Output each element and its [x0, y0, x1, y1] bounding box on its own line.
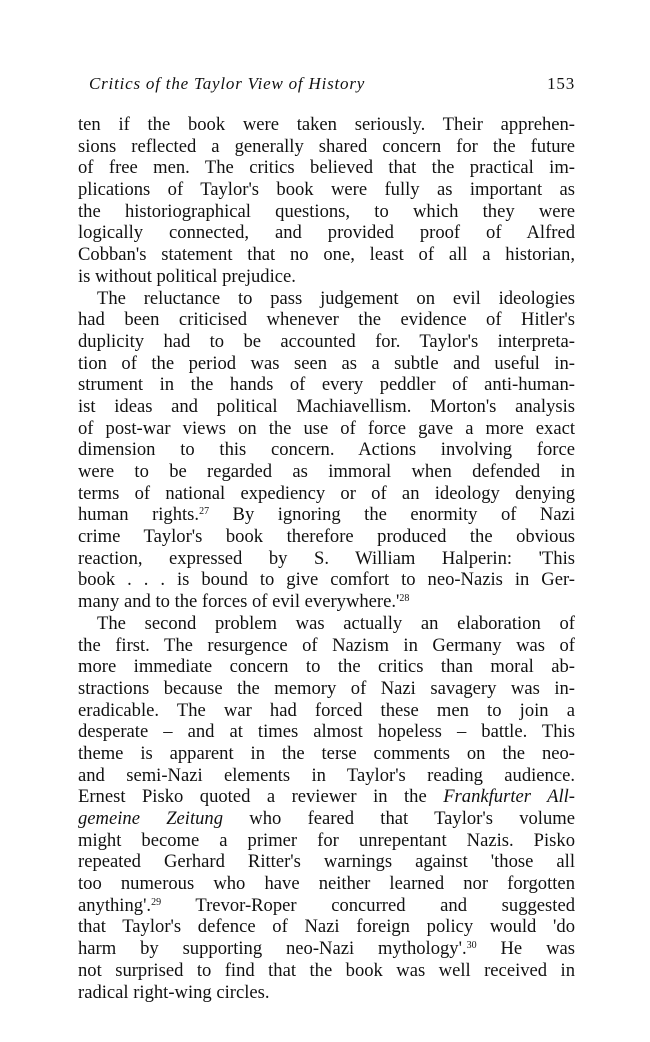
text-segment: harm by supporting neo-Nazi mythology'. [78, 938, 467, 960]
text-line [78, 157, 575, 179]
text-line [78, 136, 575, 158]
text-line [78, 374, 575, 396]
footnote-marker[interactable]: 27 [199, 506, 210, 518]
text-line [78, 830, 575, 852]
text-line [78, 201, 575, 223]
text-line [78, 656, 575, 678]
text-line [78, 873, 575, 895]
text-line [78, 916, 575, 938]
text-line [78, 266, 575, 288]
text-segment: of free men. The critics believed that the practical im- [78, 157, 575, 179]
text-segment: ten if the book were taken seriously. Their apprehen- [78, 114, 575, 135]
text-line [78, 938, 575, 960]
text-segment: the historiographical questions, to which they were [78, 200, 575, 222]
text-segment: book . . . is bound to give comfort to neo-Nazis in Ger- [78, 569, 575, 591]
text-segment: strument in the hands of every peddler of anti-human- [78, 374, 575, 396]
text-segment: crime Taylor's book therefore produced the obvious [78, 526, 575, 548]
text-line [78, 786, 575, 808]
text-line [78, 309, 575, 331]
text-line [78, 808, 575, 830]
text-line [78, 244, 575, 266]
text-line [78, 353, 575, 375]
text-line [78, 765, 575, 787]
text-segment: Trevor-Roper concurred and suggested [161, 894, 575, 916]
text-line [78, 548, 575, 570]
text-line [78, 288, 575, 310]
text-segment: might become a primer for unrepentant Nazis. Pisko [78, 829, 575, 851]
text-segment: duplicity had to be accounted for. Taylor's interpreta- [78, 330, 575, 352]
text-segment: more immediate concern to the critics than moral ab- [78, 656, 575, 678]
text-segment: desperate – and at times almost hopeless – battle. This [78, 721, 575, 743]
text-segment: By ignoring the enormity of Nazi [209, 504, 575, 526]
text-segment: terms of national expediency or of an ideology denying [78, 482, 575, 504]
text-line [78, 461, 575, 483]
text-segment: too numerous who have neither learned nor forgotten [78, 873, 575, 895]
text-segment: eradicable. The war had forced these men to join a [78, 699, 575, 721]
running-head-title: Critics of the Taylor View of History [89, 74, 366, 93]
text-segment: The second problem was actually an elaboration of [97, 612, 575, 634]
text-segment: tion of the period was seen as a subtle and useful in- [78, 352, 575, 374]
footnote-marker[interactable]: 30 [466, 940, 477, 952]
text-segment: sions reflected a generally shared concern for the future [78, 135, 575, 157]
text-line [78, 526, 575, 548]
text-segment: plications of Taylor's book were fully as important as [78, 179, 575, 201]
text-line [78, 569, 575, 591]
text-segment: human rights. [78, 504, 200, 526]
text-segment: many and to the forces of evil everywhere.' [78, 591, 400, 613]
text-segment: and semi-Nazi elements in Taylor's reading audience. [78, 764, 575, 786]
text-segment: Ernest Pisko quoted a reviewer in the [78, 786, 444, 808]
text-segment: radical right-wing circles. [78, 981, 270, 1003]
page-number: 153 [547, 74, 575, 93]
footnote-marker[interactable]: 28 [399, 593, 410, 605]
text-segment: theme is apparent in the terse comments on the neo- [78, 742, 575, 764]
text-line [78, 222, 575, 244]
text-line [78, 331, 575, 353]
text-segment: had been criticised whenever the evidence of Hitler's [78, 309, 575, 331]
italic-title: Frankfurter All- [443, 786, 575, 808]
text-line [78, 743, 575, 765]
text-segment: anything'. [78, 894, 152, 916]
text-line [78, 960, 575, 982]
running-head [78, 74, 575, 102]
text-line [78, 895, 575, 917]
text-segment: is without political prejudice. [78, 265, 296, 287]
text-line [78, 591, 575, 613]
text-segment: Cobban's statement that no one, least of all a historian, [78, 244, 575, 266]
text-line [78, 418, 575, 440]
text-line [78, 114, 575, 136]
text-segment: not surprised to find that the book was well received in [78, 959, 575, 981]
text-line [78, 851, 575, 873]
text-segment: dimension to this concern. Actions involving force [78, 439, 575, 461]
footnote-marker[interactable]: 29 [151, 896, 162, 908]
text-line [78, 635, 575, 657]
italic-title: gemeine Zeitung [78, 808, 224, 829]
text-line [78, 396, 575, 418]
text-line [78, 678, 575, 700]
text-line [78, 700, 575, 722]
body-text [78, 114, 575, 1003]
text-segment: stractions because the memory of Nazi savagery was in- [78, 677, 575, 699]
text-segment: logically connected, and provided proof of Alfred [78, 222, 575, 244]
text-line [78, 982, 575, 1004]
text-line [78, 179, 575, 201]
text-segment: were to be regarded as immoral when defended in [78, 461, 575, 482]
text-segment: of post-war views on the use of force gave a more exact [78, 417, 575, 439]
text-segment: that Taylor's defence of Nazi foreign policy would 'do [78, 916, 575, 938]
text-segment: repeated Gerhard Ritter's warnings against 'those all [78, 851, 575, 873]
text-segment: ist ideas and political Machiavellism. Morton's analysis [78, 395, 575, 417]
text-line [78, 439, 575, 461]
text-segment: who feared that Taylor's volume [223, 808, 575, 829]
text-segment: the first. The resurgence of Nazism in Germany was of [78, 634, 575, 656]
text-segment: He was [476, 938, 575, 960]
text-line [78, 613, 575, 635]
text-segment: The reluctance to pass judgement on evil ideologies [97, 287, 575, 309]
text-line [78, 483, 575, 505]
text-line [78, 721, 575, 743]
text-line [78, 504, 575, 526]
text-segment: reaction, expressed by S. William Halperin: 'This [78, 547, 575, 569]
book-page [78, 74, 575, 1003]
